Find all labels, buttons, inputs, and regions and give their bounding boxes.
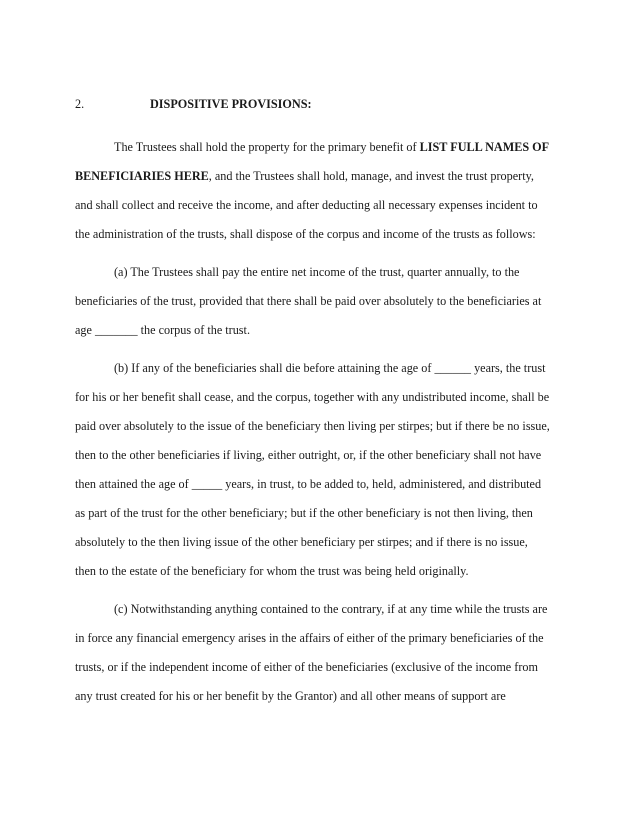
para-b-line-8: then to the estate of the beneficiary for whom the trust was being held originally.: [75, 564, 469, 578]
para-c-line-3: trusts, or if the independent income of either of the beneficiaries (exclusive of the income from: [75, 660, 538, 674]
section-number: 2.: [75, 97, 85, 111]
intro-line-2: [75, 168, 534, 184]
intro-line-1: [114, 139, 549, 155]
section-title: DISPOSITIVE PROVISIONS:: [150, 97, 312, 111]
para-b-line-7: absolutely to the then living issue of the other beneficiary per stirpes; and if there is no issue,: [75, 535, 528, 549]
para-a-line-3: age _______ the corpus of the trust.: [75, 323, 250, 337]
intro-line-3: and shall collect and receive the income, and after deducting all necessary expenses incident to: [75, 198, 538, 212]
para-b-line-3: paid over absolutely to the issue of the beneficiary then living per stirpes; but if there be no issue,: [75, 419, 550, 433]
intro-line-2-text: , and the Trustees shall hold, manage, and invest the trust property,: [208, 169, 534, 183]
para-b-line-1: (b) If any of the beneficiaries shall die before attaining the age of ______ years, the trust: [114, 361, 546, 375]
para-b-line-6: as part of the trust for the other beneficiary; but if the other beneficiary is not then living, then: [75, 506, 533, 520]
para-b-line-4: then to the other beneficiaries if living, either outright, or, if the other beneficiary shall not have: [75, 448, 542, 462]
para-a-line-1: (a) The Trustees shall pay the entire net income of the trust, quarter annually, to the: [114, 265, 520, 279]
intro-line-1-text: The Trustees shall hold the property for the primary benefit of: [114, 140, 420, 154]
intro-line-4: the administration of the trusts, shall dispose of the corpus and income of the trusts as follows:: [75, 227, 536, 241]
para-b-line-2: for his or her benefit shall cease, and the corpus, together with any undistributed income, shall be: [75, 390, 550, 404]
para-c-line-1: (c) Notwithstanding anything contained to the contrary, if at any time while the trusts are: [114, 602, 548, 616]
beneficiary-names-placeholder-2: BENEFICIARIES HERE: [75, 169, 209, 183]
beneficiary-names-placeholder-1: LIST FULL NAMES OF: [419, 140, 550, 154]
para-c-line-2: in force any financial emergency arises in the affairs of either of the primary beneficiaries of the: [75, 631, 544, 645]
para-c-line-4: any trust created for his or her benefit by the Grantor) and all other means of support are: [75, 689, 506, 703]
para-a-line-2: beneficiaries of the trust, provided that there shall be paid over absolutely to the beneficiaries at: [75, 294, 542, 308]
para-b-line-5: then attained the age of _____ years, in trust, to be added to, held, administered, and distributed: [75, 477, 542, 491]
